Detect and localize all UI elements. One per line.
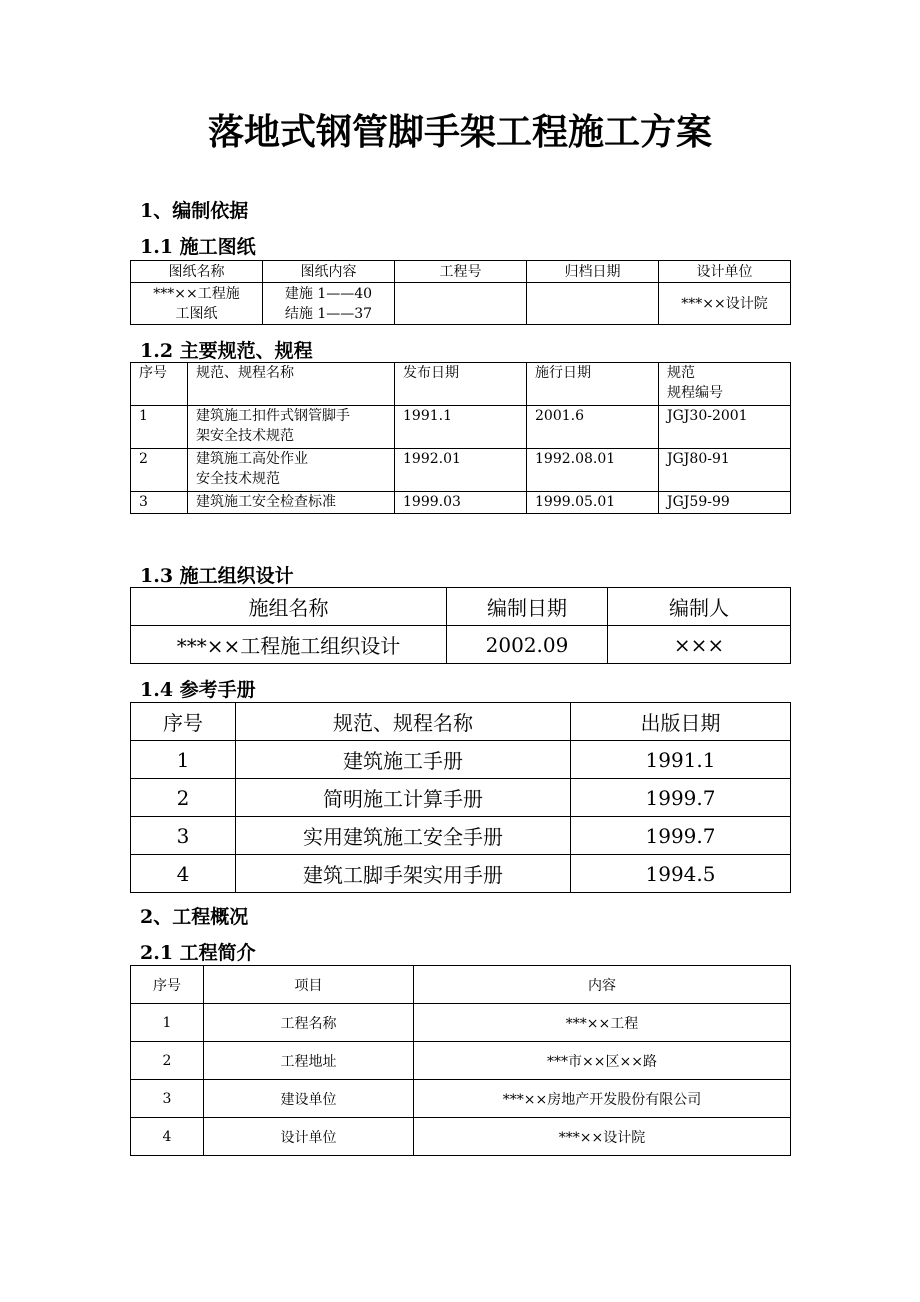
table-header-row [131,363,791,406]
section-heading-1-4: 1.4 参考手册 [140,679,256,701]
construction-org-table [130,587,791,664]
table-cell: 建筑工脚手架实用手册 [236,855,571,893]
table-header-row [131,966,791,1004]
table-cell: JGJ80-91 [659,449,791,492]
table-cell: 设计单位 [204,1118,414,1156]
table-cell: 1 [131,741,236,779]
header-cell: 序号 [131,966,204,1004]
standard-name-line2: 架安全技术规范 [196,428,294,444]
header-cell [659,363,791,406]
table-row [131,1004,791,1042]
section-heading-2-1: 2.1 工程简介 [140,942,256,964]
table-cell [263,283,395,325]
project-no-cell [395,283,527,325]
table-row [131,1042,791,1080]
table-cell: 4 [131,1118,204,1156]
table-header-row [131,703,791,741]
header-cell: 设计单位 [659,261,791,283]
table-cell: 实用建筑施工安全手册 [236,817,571,855]
header-cell: 编制日期 [447,588,608,626]
drawing-name-line1: ***××工程施 [153,285,240,302]
table-cell: 2 [131,449,188,492]
table-cell: 建筑施工手册 [236,741,571,779]
table-cell: 1 [131,406,188,449]
table-cell [131,283,263,325]
table-cell: 1992.08.01 [527,449,659,492]
drawing-content-line2: 结施 1——37 [284,305,373,322]
table-row [131,283,791,325]
table-cell: 建筑施工安全检查标准 [188,492,395,514]
table-row [131,492,791,514]
table-row [131,626,791,664]
page-title: 落地式钢管脚手架工程施工方案 [207,111,712,153]
table-row [131,855,791,893]
archive-date-cell [527,283,659,325]
table-cell: 1991.1 [571,741,791,779]
table-header-row [131,588,791,626]
table-cell: ***××房地产开发股份有限公司 [414,1080,791,1118]
table-cell: JGJ59-99 [659,492,791,514]
header-cell: 归档日期 [527,261,659,283]
header-cell: 工程号 [395,261,527,283]
drawing-name-line2: 工图纸 [175,305,218,322]
header-code-line1: 规范 [667,365,695,381]
table-cell: 3 [131,492,188,514]
table-cell: 1994.5 [571,855,791,893]
table-cell: 2001.6 [527,406,659,449]
table-cell: JGJ30-2001 [659,406,791,449]
table-cell: ××× [608,626,791,664]
table-cell [188,406,395,449]
table-row [131,817,791,855]
header-cell: 施组名称 [131,588,447,626]
table-cell: 3 [131,817,236,855]
table-cell: 工程名称 [204,1004,414,1042]
table-cell: 简明施工计算手册 [236,779,571,817]
table-row [131,779,791,817]
table-cell: 4 [131,855,236,893]
table-cell: 3 [131,1080,204,1118]
table-cell: ***市××区××路 [414,1042,791,1080]
table-cell: 2 [131,1042,204,1080]
standard-name-line2: 安全技术规范 [196,471,280,487]
section-heading-1-1: 1.1 施工图纸 [140,236,256,258]
standard-name-line1: 建筑施工扣件式钢管脚手 [196,408,350,424]
table-cell: 1999.7 [571,817,791,855]
drawing-content-line1: 建施 1——40 [284,285,373,302]
table-header-row [131,261,791,283]
table-cell: 工程地址 [204,1042,414,1080]
table-cell [188,449,395,492]
table-cell: 1991.1 [395,406,527,449]
table-cell: ***××设计院 [414,1118,791,1156]
table-row [131,741,791,779]
table-cell: 1992.01 [395,449,527,492]
table-cell: ***××工程 [414,1004,791,1042]
header-cell: 规范、规程名称 [188,363,395,406]
table-cell: 1 [131,1004,204,1042]
header-cell: 发布日期 [395,363,527,406]
table-cell: 1999.03 [395,492,527,514]
header-cell: 序号 [131,703,236,741]
table-row [131,1118,791,1156]
reference-manuals-table [130,702,791,893]
table-cell: ***××工程施工组织设计 [131,626,447,664]
header-code-line2: 规程编号 [667,385,723,401]
standard-name-line1: 建筑施工高处作业 [196,451,308,467]
design-unit-cell: ***××设计院 [659,283,791,325]
project-overview-table [130,965,791,1156]
table-cell: 建设单位 [204,1080,414,1118]
header-cell: 项目 [204,966,414,1004]
table-cell: 1999.05.01 [527,492,659,514]
header-cell: 规范、规程名称 [236,703,571,741]
header-cell: 图纸名称 [131,261,263,283]
header-cell: 编制人 [608,588,791,626]
section-heading-2: 2、工程概况 [140,906,249,928]
section-heading-1-3: 1.3 施工组织设计 [140,565,294,587]
header-cell: 图纸内容 [263,261,395,283]
drawings-table [130,260,791,325]
section-heading-1: 1、编制依据 [140,200,249,222]
table-cell: 2 [131,779,236,817]
section-heading-1-2: 1.2 主要规范、规程 [140,340,313,362]
table-cell: 1999.7 [571,779,791,817]
header-cell: 施行日期 [527,363,659,406]
table-cell: 2002.09 [447,626,608,664]
header-cell: 出版日期 [571,703,791,741]
table-row [131,449,791,492]
table-row [131,1080,791,1118]
standards-table [130,362,791,514]
header-cell: 内容 [414,966,791,1004]
header-cell: 序号 [131,363,188,406]
table-row [131,406,791,449]
